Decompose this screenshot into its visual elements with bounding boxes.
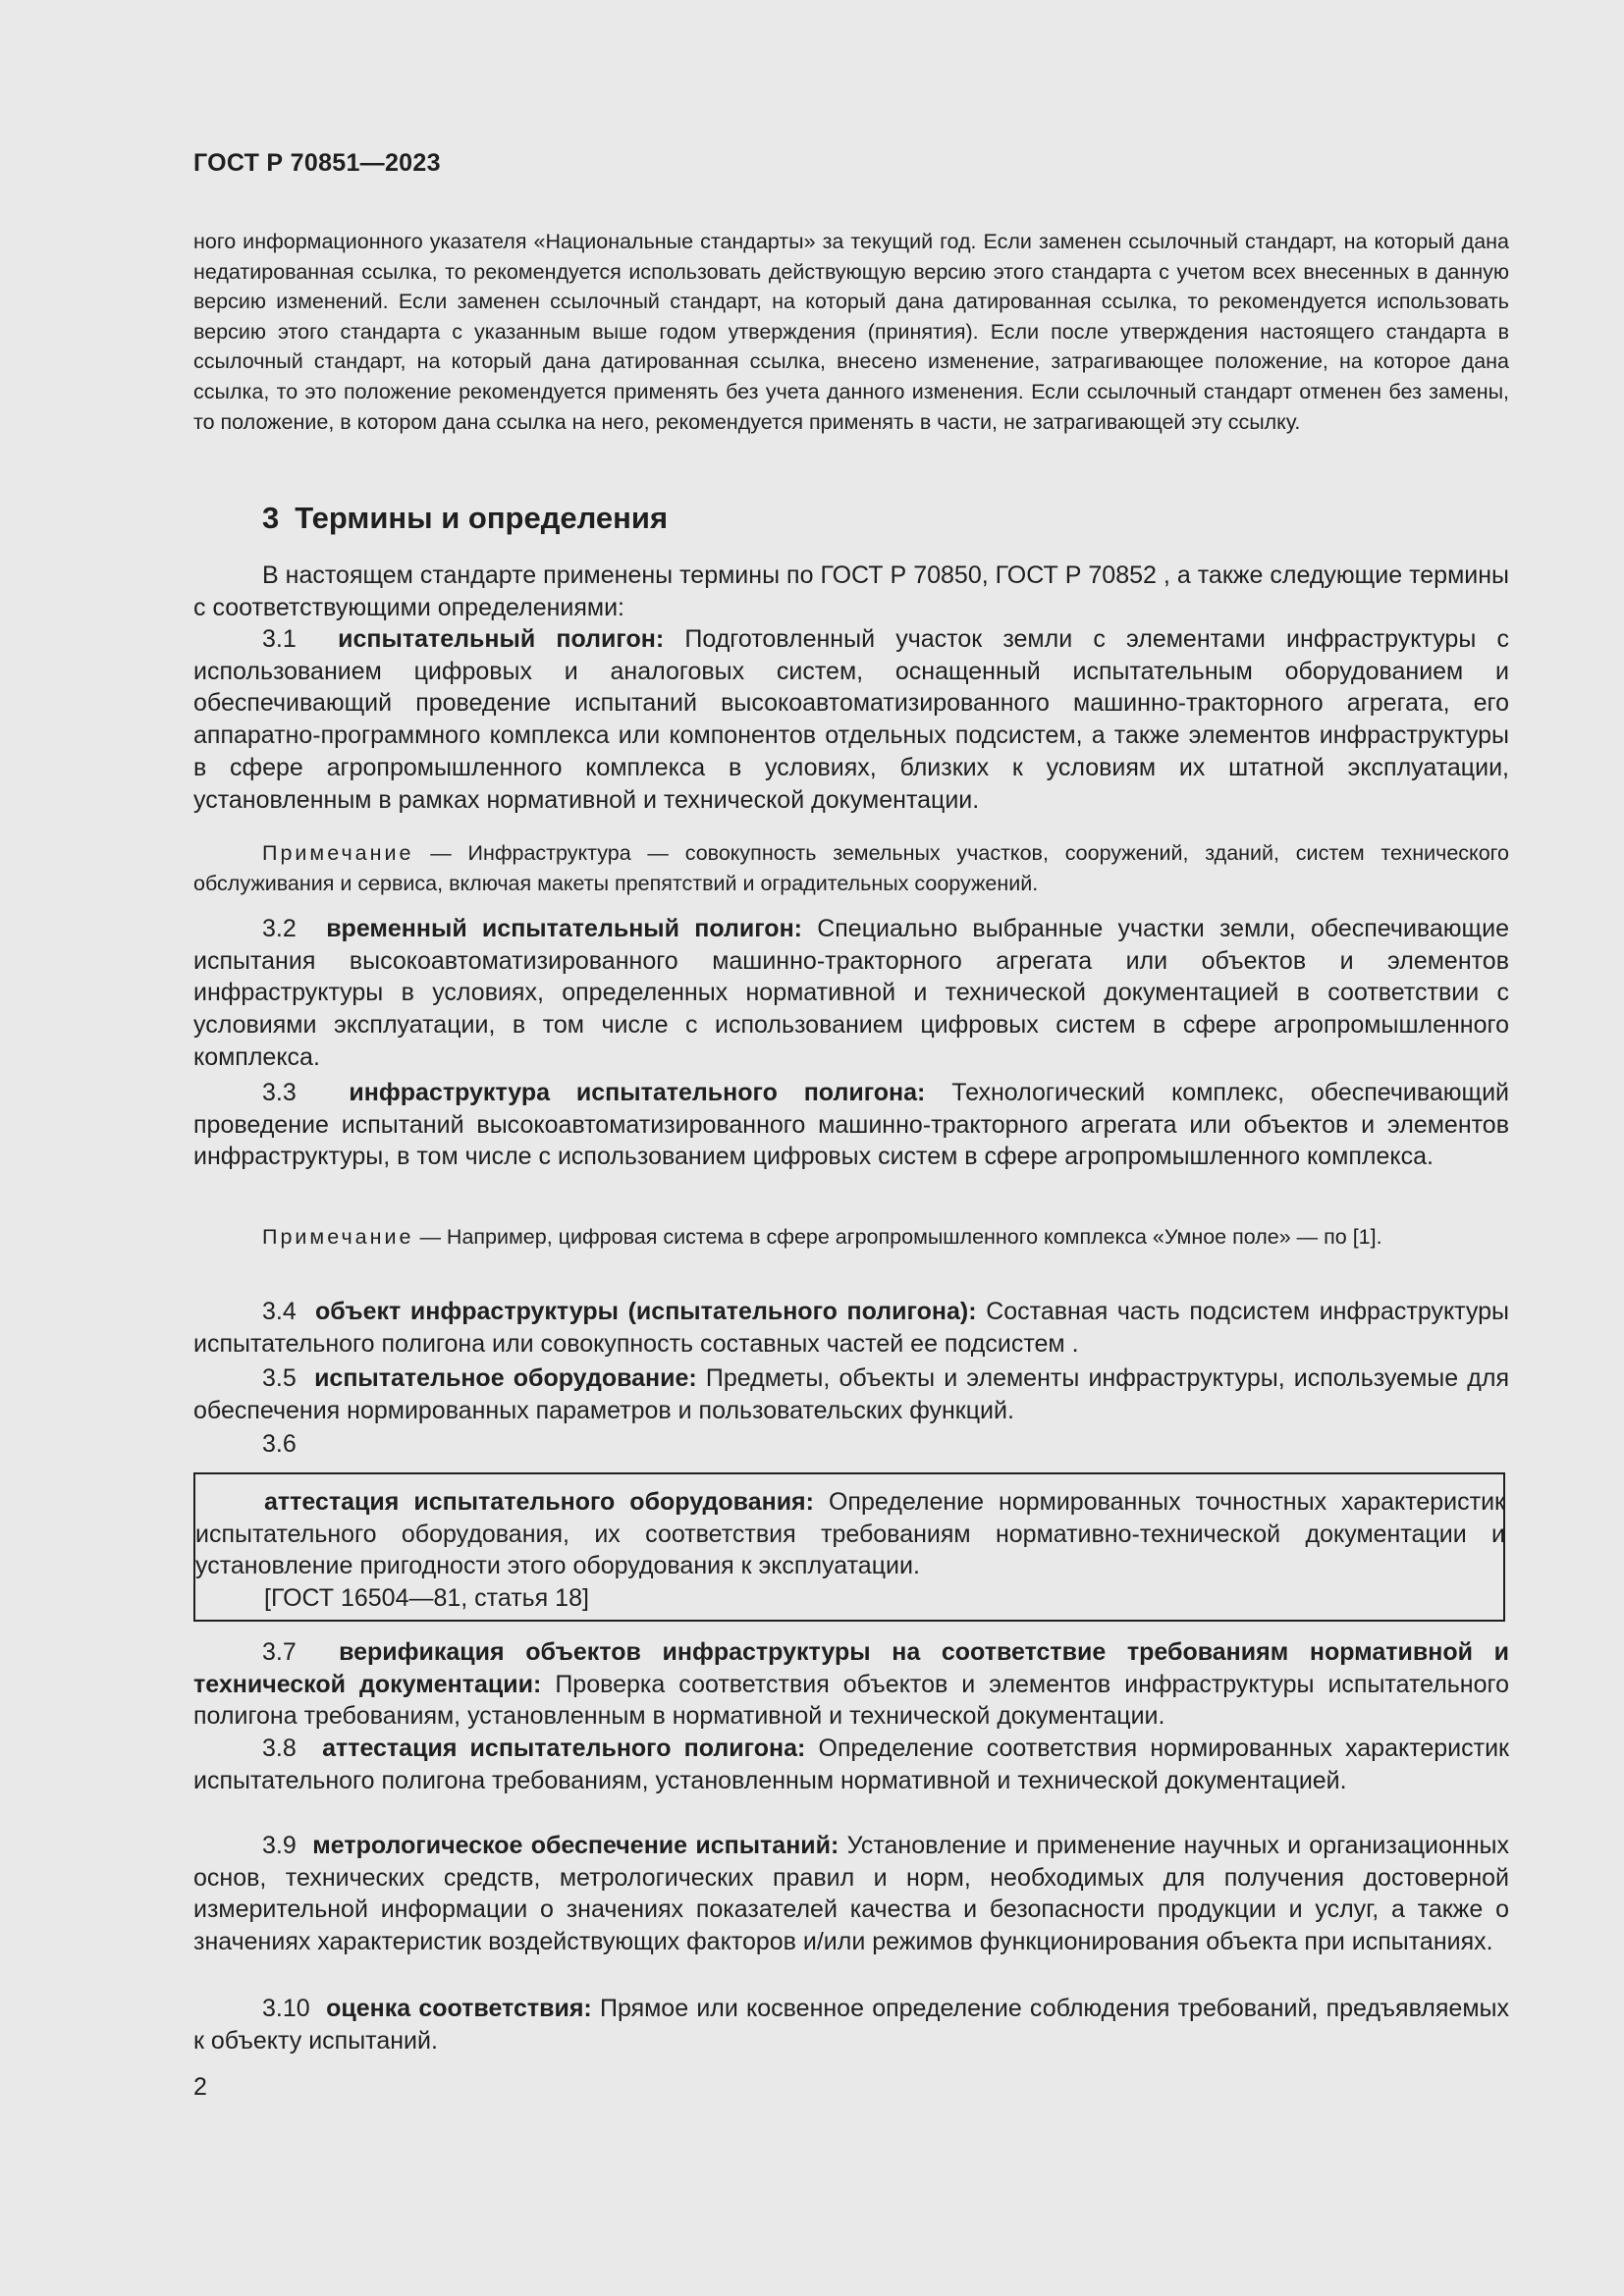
term-number: 3.7 bbox=[262, 1638, 297, 1666]
note-paragraph bbox=[193, 838, 1509, 898]
term-paragraph bbox=[193, 1733, 1509, 1796]
section-heading bbox=[262, 501, 668, 536]
term-paragraph bbox=[193, 913, 1509, 1074]
document-header-code: ГОСТ Р 70851—2023 bbox=[193, 149, 441, 177]
term-source: [ГОСТ 16504—81, статья 18] bbox=[264, 1584, 589, 1613]
term-number: 3.6 bbox=[262, 1430, 297, 1458]
term-name: объект инфраструктуры (испытательного полигона): bbox=[315, 1298, 977, 1325]
section-title: Термины и определения bbox=[295, 501, 669, 535]
term-paragraph bbox=[193, 1296, 1509, 1360]
term-name: аттестация испытательного полигона: bbox=[322, 1735, 806, 1762]
term-definition: Определение нормированных точностных характеристик испытательного оборудования, их соответствия требованиям нормативно-технической документации и установление пригодности этого оборудования к эксплуатации. bbox=[195, 1488, 1505, 1580]
term-definition: Технологический комплекс, обеспечивающий проведение испытаний высокоавтоматизированного машинно-тракторного агрегата или объектов и элементов инфраструктуры, в том числе с использованием цифровых систем в сфере агропромышленного комплекса. bbox=[193, 1079, 1509, 1171]
term-name: верификация объектов инфраструктуры на соответствие требованиям нормативной и технической документации: bbox=[193, 1638, 1509, 1698]
term-paragraph bbox=[193, 1077, 1509, 1173]
page-number: 2 bbox=[193, 2073, 207, 2101]
term-definition: Проверка соответствия объектов и элементов инфраструктуры испытательного полигона требованиям, установленным в нормативной и технической документации. bbox=[193, 1670, 1509, 1731]
term-definition: Предметы, объекты и элементы инфраструктуры, используемые для обеспечения нормированных параметров и пользовательских функций. bbox=[193, 1364, 1509, 1424]
term-number: 3.10 bbox=[262, 1995, 310, 2022]
term-number: 3.4 bbox=[262, 1298, 297, 1325]
note-1 bbox=[193, 838, 1509, 898]
term-definition: Прямое или косвенное определение соблюдения требований, предъявляемых к объекту испытаний. bbox=[193, 1995, 1509, 2055]
note-label: Примечание bbox=[262, 841, 414, 865]
term-number: 3.3 bbox=[262, 1079, 297, 1106]
term-number: 3.8 bbox=[262, 1735, 297, 1762]
term-3-1 bbox=[193, 623, 1509, 816]
note-text: — Инфраструктура — совокупность земельных участков, сооружений, зданий, систем технического обслуживания и сервиса, включая макеты препятствий и оградительных сооружений. bbox=[193, 841, 1509, 895]
term-name: инфраструктура испытательного полигона: bbox=[349, 1079, 926, 1106]
term-paragraph bbox=[195, 1486, 1505, 1582]
term-paragraph bbox=[193, 623, 1509, 816]
term-3-2 bbox=[193, 913, 1509, 1074]
term-name: испытательное оборудование: bbox=[314, 1364, 697, 1392]
term-3-5 bbox=[193, 1362, 1509, 1426]
term-number: 3.1 bbox=[262, 625, 297, 653]
term-paragraph bbox=[193, 1636, 1509, 1733]
term-paragraph bbox=[193, 1830, 1509, 1958]
terms-intro-text: В настоящем стандарте применены термины по ГОСТ Р 70850, ГОСТ Р 70852 , а также следующие термины с соответствующими определениями: bbox=[193, 561, 1509, 621]
term-name: метрологическое обеспечение испытаний: bbox=[312, 1832, 839, 1859]
term-paragraph bbox=[193, 1993, 1509, 2056]
section-number: 3 bbox=[262, 501, 280, 535]
term-name: испытательный полигон: bbox=[338, 625, 665, 653]
term-number: 3.2 bbox=[262, 915, 297, 942]
term-definition: Специально выбранные участки земли, обеспечивающие испытания высокоавтоматизированного машинно-тракторного агрегата или объектов и элементов инфраструктуры в условиях, определенных нормативной и технической документацией в соответствии с условиями эксплуатации, в том числе с использованием цифровых систем в сфере агропромышленного комплекса. bbox=[193, 915, 1509, 1071]
term-3-10 bbox=[193, 1993, 1509, 2056]
intro-text: ного информационного указателя «Национальные стандарты» за текущий год. Если заменен ссылочный стандарт, на который дана недатированная ссылка, то рекомендуется использовать действующую версию этого стандарта с учетом всех внесенных в данную версию изменений. Если заменен ссылочный стандарт, на который дана датированная ссылка, то рекомендуется использовать версию этого стандарта с указанным выше годом утверждения (принятия). Если после утверждения настоящего стандарта в ссылочный стандарт, на который дана датированная ссылка, внесено изменение, затрагивающее положение, на которое дана ссылка, то это положение рекомендуется применять без учета данного изменения. Если ссылочный стандарт отменен без замены, то положение, в котором дана ссылка на него, рекомендуется применять в части, не затрагивающей эту ссылку. bbox=[193, 230, 1509, 434]
term-3-6-box bbox=[193, 1472, 1505, 1622]
term-3-8 bbox=[193, 1733, 1509, 1796]
term-3-3 bbox=[193, 1077, 1509, 1173]
term-paragraph bbox=[193, 1362, 1509, 1426]
term-3-6-number bbox=[193, 1428, 1509, 1461]
term-definition: Составная часть подсистем инфраструктуры испытательного полигона или совокупность составных частей ее подсистем . bbox=[193, 1298, 1509, 1358]
term-3-4 bbox=[193, 1296, 1509, 1360]
note-paragraph bbox=[193, 1222, 1509, 1253]
term-name: временный испытательный полигон: bbox=[326, 915, 802, 942]
term-3-9 bbox=[193, 1830, 1509, 1958]
term-number: 3.5 bbox=[262, 1364, 297, 1392]
terms-intro bbox=[193, 560, 1509, 623]
term-number: 3.9 bbox=[262, 1832, 297, 1859]
term-3-7 bbox=[193, 1636, 1509, 1733]
term-definition: Определение соответствия нормированных характеристик испытательного полигона требованиям, установленным нормативной и технической документацией. bbox=[193, 1735, 1509, 1794]
note-2 bbox=[193, 1222, 1509, 1253]
term-definition: Установление и применение научных и организационных основ, технических средств, метрологических правил и норм, необходимых для получения достоверной измерительной информации о значениях показателей качества и безопасности продукции и услуг, а также о значениях характеристик воздействующих факторов и/или режимов функционирования объекта при испытаниях. bbox=[193, 1832, 1509, 1956]
term-definition: Подготовленный участок земли с элементами инфраструктуры с использованием цифровых и аналоговых систем, оснащенный испытательным оборудованием и обеспечивающий проведение испытаний высокоавтоматизированного машинно-тракторного агрегата, его аппаратно-программного комплекса или компонентов отдельных подсистем, а также элементов инфраструктуры в сфере агропромышленного комплекса в условиях, близких к условиям их штатной эксплуатации, установленным в рамках нормативной и технической документации. bbox=[193, 625, 1509, 814]
note-label: Примечание bbox=[262, 1225, 414, 1249]
intro-paragraph bbox=[193, 227, 1509, 437]
note-text: — Например, цифровая система в сфере агропромышленного комплекса «Умное поле» — по [1]. bbox=[419, 1225, 1382, 1249]
term-name: аттестация испытательного оборудования: bbox=[264, 1488, 814, 1516]
term-3-6-content bbox=[195, 1486, 1507, 1615]
term-name: оценка соответствия: bbox=[326, 1995, 592, 2022]
